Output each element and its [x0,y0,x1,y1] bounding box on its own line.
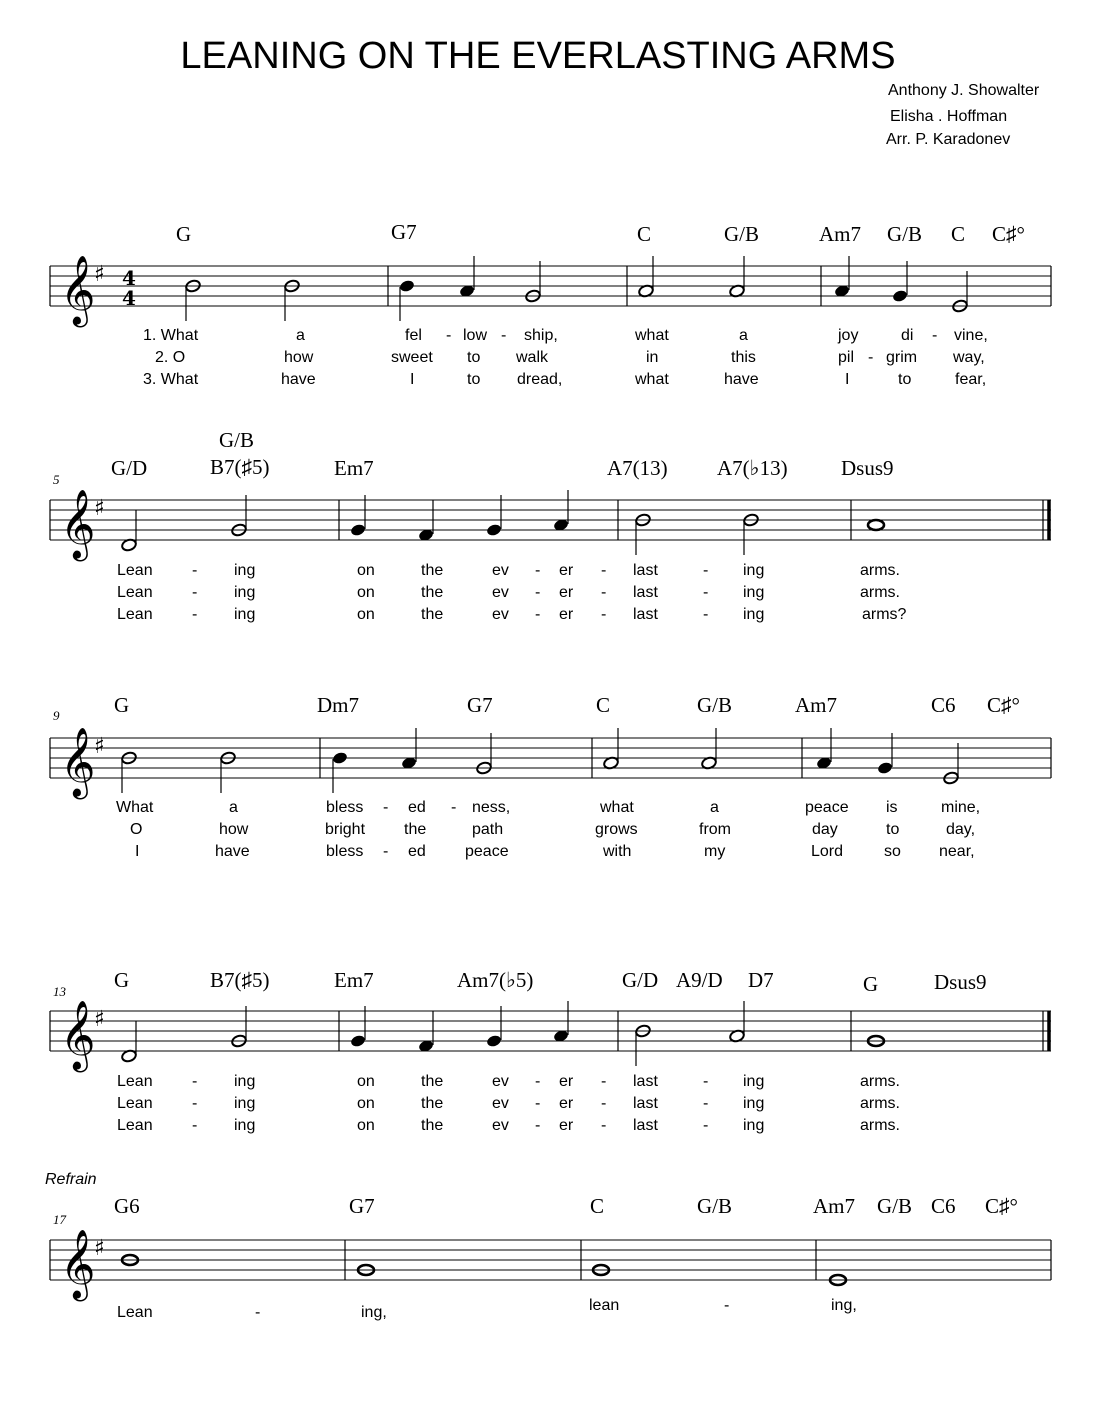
lyric-syllable: - [703,606,709,623]
chord-symbol: G6 [114,1194,140,1218]
chord-symbol: Dsus9 [934,970,987,994]
lyric-syllable: on [357,1095,375,1112]
lyric-syllable: - [868,349,874,366]
quarter-note [877,761,894,775]
refrain-label: Refrain [45,1171,97,1188]
lyric-syllable: - [383,799,389,816]
chord-symbol: G/B [887,222,923,246]
chord-symbol: Am7(♭5) [457,968,534,992]
lyric-syllable: - [535,1073,541,1090]
quarter-note [399,279,416,293]
chord-symbol: C♯° [985,1194,1018,1218]
lyric-syllable: ing [234,1117,256,1134]
chord-symbol: A9/D [676,968,723,992]
lyric-syllable: - [601,1095,607,1112]
lyric-syllable: the [421,1073,444,1090]
lyric-syllable: ing [743,1117,765,1134]
lyric-syllable: ed [408,799,426,816]
chord-symbol: Am7 [795,693,837,717]
chord-symbol: C [590,1194,605,1218]
staff [50,489,1051,561]
lyric-syllable: last [633,1095,658,1112]
lyric-syllable: - [192,606,198,623]
chord-row [114,968,987,996]
sharp-key-signature-icon: ♯ [94,496,105,521]
lyric-syllable: - [535,606,541,623]
chord-symbol: Am7 [819,222,861,246]
lyric-syllable: bless [326,799,364,816]
lyric-syllable: 3. What [143,371,199,388]
lyric-syllable: lean [589,1297,620,1314]
lyric-syllable: on [357,1073,375,1090]
lyric-syllable: grows [595,821,638,838]
lyric-syllable: ing [234,1095,256,1112]
chord-symbol: B7(♯5) [210,968,270,992]
lyric-syllable: last [633,1117,658,1134]
treble-clef-icon: 𝄞 [60,1229,96,1299]
lyric-syllable: ed [408,843,426,860]
chord-symbol: C [637,222,652,246]
lyric-syllable: what [635,371,669,388]
lyric-syllable: the [404,821,427,838]
lyric-syllable: - [535,584,541,601]
lyric-syllable: - [535,1095,541,1112]
lyric-syllable: a [296,327,305,344]
credit-composer: Anthony J. Showalter [888,82,1040,99]
measure-number: 9 [53,708,60,723]
lyric-syllable: a [710,799,719,816]
lyric-syllable: on [357,1117,375,1134]
lyric-syllable: er [559,562,574,579]
lyric-syllable: - [451,799,457,816]
lyric-syllable: - [192,1073,198,1090]
lyric-syllable: di [901,327,914,344]
lyric-syllable: I [135,843,140,860]
treble-clef-icon: 𝄞 [60,489,96,559]
chord-symbol: Am7 [813,1194,855,1218]
lyric-syllable: ing [743,1095,765,1112]
lyric-syllable: on [357,584,375,601]
lyric-syllable: - [932,327,938,344]
lyric-syllable: way, [953,349,985,366]
credit-lyricist: Elisha . Hoffman [890,108,1008,125]
lyric-syllable: what [635,327,669,344]
system-4 [50,968,1051,1134]
lyric-syllable: walk [516,349,549,366]
lyric-syllable: in [646,349,659,366]
staff [50,727,1051,799]
measure-number: 13 [53,984,66,999]
quarter-note [892,289,909,303]
lyric-syllable: the [421,1095,444,1112]
lyric-syllable: ing, [831,1297,857,1314]
whole-note [868,520,884,530]
lyric-syllable: - [601,1117,607,1134]
time-signature-top: 4 [122,266,136,290]
lyric-syllable: arms? [862,606,907,623]
lyric-syllable: - [192,562,198,579]
lyric-syllable: bright [325,821,366,838]
staff [50,1229,1051,1301]
lyric-syllable: is [886,799,898,816]
lyric-syllable: ev [492,562,509,579]
lyrics [117,562,907,623]
chord-row [114,693,1020,717]
lyric-syllable: - [501,327,507,344]
chord-symbol: Dsus9 [841,456,894,480]
lyric-syllable: - [601,584,607,601]
chord-symbol: G7 [467,693,493,717]
lyric-syllable: - [601,606,607,623]
lyric-syllable: fear, [955,371,987,388]
lyric-syllable: ev [492,606,509,623]
lyric-syllable: ing [743,584,765,601]
chord-symbol: C6 [931,693,956,717]
lyric-syllable: er [559,584,574,601]
lyric-syllable: near, [939,843,975,860]
lyric-syllable: this [731,349,756,366]
lyric-syllable: ev [492,584,509,601]
lyric-syllable: O [130,821,143,838]
lyrics [116,799,980,860]
lyric-syllable: ing [234,1073,256,1090]
lyric-syllable: peace [805,799,849,816]
lyric-syllable: arms. [860,562,900,579]
lyric-syllable: sweet [391,349,433,366]
lyric-syllable: to [467,371,481,388]
lyric-syllable: what [600,799,634,816]
lyric-syllable: Lean [117,1304,153,1321]
lyric-syllable: 1. What [143,327,199,344]
chord-row [114,1194,1018,1218]
lyric-syllable: peace [465,843,509,860]
chord-symbol: C [596,693,611,717]
quarter-note [486,523,503,537]
lyric-syllable: ness, [472,799,511,816]
lyric-syllable: on [357,562,375,579]
quarter-note [350,1034,367,1048]
lyric-syllable: my [704,843,726,860]
lyric-syllable: joy [838,327,859,344]
lyric-syllable: arms. [860,1073,900,1090]
chord-symbol: G/B [697,1194,733,1218]
time-signature-bottom: 4 [122,286,136,310]
lyric-syllable: I [410,371,415,388]
lyric-syllable: last [633,606,658,623]
lyric-syllable: - [601,562,607,579]
lyric-syllable: have [215,843,250,860]
chord-symbol: G/B [697,693,733,717]
lyric-syllable: day [812,821,838,838]
lyric-syllable: how [284,349,314,366]
chord-symbol: G/B [219,428,255,452]
system-3 [50,693,1051,860]
lyric-syllable: Lean [117,1117,153,1134]
lyric-syllable: ing [743,562,765,579]
lyric-syllable: have [281,371,316,388]
treble-clef-icon: 𝄞 [60,727,96,797]
system-1 [50,220,1051,388]
sharp-key-signature-icon: ♯ [94,262,105,287]
lyric-syllable: - [601,1073,607,1090]
lyric-syllable: the [421,584,444,601]
chord-symbol: G/D [622,968,659,992]
chord-symbol: G [114,693,130,717]
lyric-syllable: how [219,821,249,838]
lyric-syllable: arms. [860,584,900,601]
quarter-note [486,1034,503,1048]
lyric-syllable: grim [886,349,918,366]
lyric-syllable: the [421,1117,444,1134]
lyric-syllable: arms. [860,1117,900,1134]
chord-symbol: G7 [349,1194,375,1218]
sharp-key-signature-icon: ♯ [94,734,105,759]
chord-symbol: G [176,222,192,246]
lyric-syllable: Lean [117,1095,153,1112]
chord-row [176,220,1025,246]
chord-symbol: Em7 [334,456,374,480]
lyric-syllable: ship, [524,327,558,344]
lyric-syllable: on [357,606,375,623]
lyric-syllable: arms. [860,1095,900,1112]
lyric-syllable: so [884,843,901,860]
quarter-note [350,523,367,537]
chord-symbol: G [114,968,130,992]
treble-clef-icon: 𝄞 [60,255,96,325]
lyric-syllable: vine, [954,327,988,344]
lyric-syllable: to [898,371,912,388]
chord-symbol: C [951,222,966,246]
lyric-syllable: Lean [117,606,153,623]
lyric-syllable: from [699,821,731,838]
lyric-syllable: - [192,584,198,601]
lyric-syllable: ev [492,1117,509,1134]
lyric-syllable: the [421,562,444,579]
lyric-syllable: - [703,1095,709,1112]
staff [50,1000,1051,1072]
lyric-syllable: - [192,1095,198,1112]
lyric-syllable: ev [492,1073,509,1090]
chord-symbol: Em7 [334,968,374,992]
song-title: LEANING ON THE EVERLASTING ARMS [180,35,896,77]
lyric-syllable: dread, [517,371,563,388]
lyric-syllable: er [559,1073,574,1090]
lyric-syllable: the [421,606,444,623]
lyric-syllable: ing [743,1073,765,1090]
lyric-syllable: mine, [941,799,981,816]
lyric-syllable: - [535,562,541,579]
lyric-syllable: ing [234,562,256,579]
lyric-syllable: last [633,584,658,601]
sharp-key-signature-icon: ♯ [94,1007,105,1032]
sharp-key-signature-icon: ♯ [94,1236,105,1261]
lyric-syllable: er [559,1117,574,1134]
lyric-syllable: path [472,821,504,838]
chord-symbol: C♯° [992,222,1025,246]
lyric-syllable: have [724,371,759,388]
quarter-note [332,751,349,765]
measure-number: 5 [53,472,60,487]
lyric-syllable: to [467,349,481,366]
lyric-syllable: Lean [117,562,153,579]
lyric-syllable: ing [234,606,256,623]
treble-clef-icon: 𝄞 [60,1000,96,1070]
lyric-syllable: a [739,327,748,344]
lyric-syllable: - [383,843,389,860]
chord-symbol: G/B [724,222,760,246]
lyric-syllable: Lord [811,843,844,860]
lyric-syllable: - [446,327,452,344]
lyric-syllable: fel [405,327,422,344]
lyric-syllable: er [559,606,574,623]
chord-symbol: D7 [748,968,774,992]
lyrics [117,1073,900,1134]
lyric-syllable: low [463,327,488,344]
chord-symbol: Dm7 [317,693,359,717]
lyrics [143,327,988,388]
lyric-syllable: - [703,1117,709,1134]
system-5-refrain [45,1171,1051,1321]
lyric-syllable: - [535,1117,541,1134]
lyric-syllable: with [603,843,632,860]
chord-symbol: A7(♭13) [717,456,788,480]
lyric-syllable: - [192,1117,198,1134]
measure-number: 17 [53,1212,66,1227]
chord-symbol: G/B [877,1194,913,1218]
lyric-syllable: pil [838,349,855,366]
chord-symbol: G7 [391,220,417,244]
lyric-syllable: er [559,1095,574,1112]
lyric-syllable: Lean [117,584,153,601]
lyric-syllable: ing [743,606,765,623]
lyric-syllable: Lean [117,1073,153,1090]
chord-symbol: C6 [931,1194,956,1218]
chord-symbol: B7(♯5) [210,455,270,479]
lyrics [117,1297,857,1321]
lyric-syllable: a [229,799,238,816]
lyric-syllable: What [116,799,154,816]
lyric-syllable: - [255,1304,261,1321]
lyric-syllable: last [633,1073,658,1090]
credit-arranger: Arr. P. Karadonev [886,131,1011,148]
system-2 [50,428,1051,623]
lyric-syllable: ing [234,584,256,601]
chord-symbol: C♯° [987,693,1020,717]
lyric-syllable: ev [492,1095,509,1112]
lyric-syllable: bless [326,843,364,860]
chord-row [111,428,894,480]
lyric-syllable: ing, [361,1304,387,1321]
lyric-syllable: 2. O [155,349,186,366]
lyric-syllable: - [703,584,709,601]
lyric-syllable: - [703,562,709,579]
lyric-syllable: day, [946,821,976,838]
lyric-syllable: - [703,1073,709,1090]
lyric-syllable: - [724,1297,730,1314]
lyric-syllable: I [845,371,850,388]
chord-symbol: A7(13) [607,456,668,480]
lyric-syllable: last [633,562,658,579]
chord-symbol: G/D [111,456,148,480]
lyric-syllable: to [886,821,900,838]
chord-symbol: G [863,972,879,996]
